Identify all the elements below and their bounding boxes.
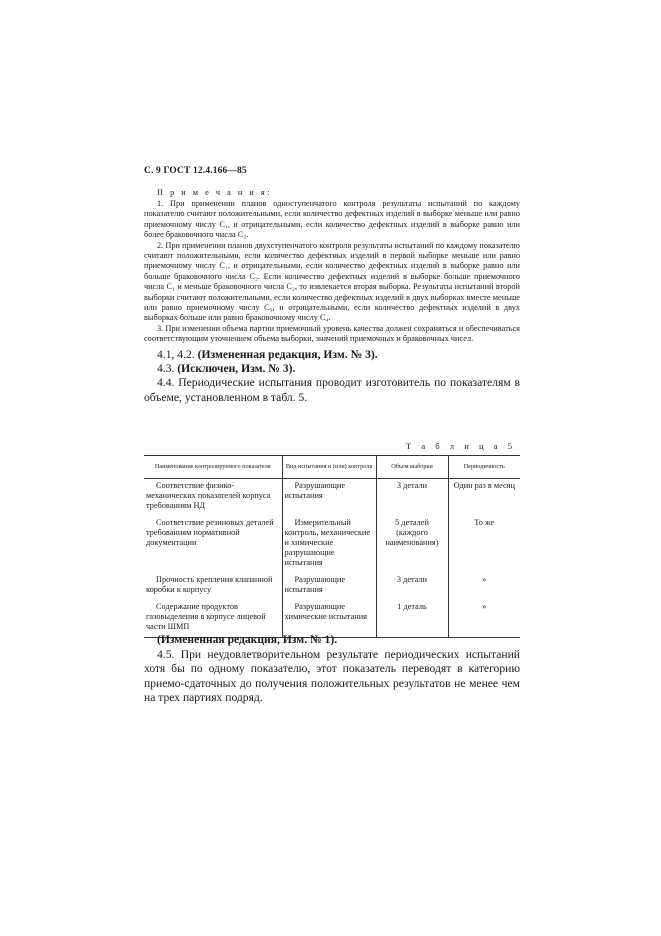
notes-block (144, 188, 520, 345)
cell-sample-size: 1 деталь (376, 600, 448, 638)
column-header-indicator: Наименование контролируемого показателя (144, 456, 282, 479)
paragraph-4-1 (144, 348, 520, 362)
cell-sample-size: 3 детали (376, 479, 448, 517)
clause-number: 4.1, 4.2. (157, 348, 195, 361)
column-header-sample-size: Объем выборки (376, 456, 448, 479)
table-row (144, 516, 520, 573)
cell-test-type: Разрушающие испытания (282, 573, 376, 600)
note-2: 2. При применении планов двухступенчатого контроля результаты испытаний по каждому показателю считают положительными, если количество дефектных изделий в первой выборке меньше или равно приемочному числу C₁, и отрицательными, если количество дефектных изделий в выборке равно или больше браковочного числа C₂. Если количество дефектных изделий в выборке больше приемочного числа C₁ и меньше браковочного числа C₂, то извлекается вторая выборка. Результаты испытаний второй выборки считают положительными, если количество дефектных изделий в двух выборках вместе меньше или равно приемочному числу C₃, и отрицательными, если количество дефектных изделий в двух выборках больше или равно браковочному числу C₄. (144, 240, 520, 323)
cell-indicator: Соответствие физико-механических показателей корпуса требованиям НД (146, 481, 271, 510)
cell-frequency: То же (448, 516, 520, 573)
table-header-row (144, 456, 520, 479)
body-text (144, 348, 520, 405)
amendment-note: (Измененная редакция, Изм. № 1). (157, 633, 338, 646)
cell-frequency: » (448, 573, 520, 600)
cell-indicator: Прочность крепления клапанной коробки к корпусу (146, 575, 273, 594)
note-3: 3. При изменении объема партии приемочный уровень качества должен сохраняться и обеспечиваться соответствующим уточнением объема выборки, значений приемочных и браковочных чисел. (144, 323, 520, 344)
paragraph-4-4: 4.4. Периодические испытания проводит изготовитель по показателям в объеме, установленном в табл. 5. (144, 376, 520, 404)
cell-indicator: Соответствие резиновых деталей требованиям нормативной документации (146, 518, 274, 547)
notes-title: П р и м е ч а н и я: (157, 188, 273, 197)
cell-indicator: Содержание продуктов газовыделения в корпусе лицевой части ШМП (144, 600, 282, 638)
paragraph-4-3 (144, 362, 520, 376)
cell-frequency: » (448, 600, 520, 638)
cell-test-type: Измерительный контроль, механические и химические разрушающие испытания (282, 516, 376, 573)
cell-test-type: Разрушающие испытания (282, 479, 376, 517)
table-row (144, 600, 520, 638)
column-header-frequency: Периодичность (448, 456, 520, 479)
paragraph-4-5: 4.5. При неудовлетворительном результате периодических испытаний хотя бы по одному показателю, этот показатель переводят в категорию приемо-сдаточных до получения положительных результатов не менее чем на трех партиях подряд. (144, 648, 520, 704)
table-caption: Т а б л и ц а 5 (405, 441, 516, 451)
cell-test-type: Разрушающие химические испытания (282, 600, 376, 638)
clause-number: 4.3. (157, 362, 175, 376)
cell-sample-size: 3 детали (376, 573, 448, 600)
cell-sample-size: 5 деталей (каждого наименования) (376, 516, 448, 573)
table-row (144, 479, 520, 517)
page-header: С. 9 ГОСТ 12.4.166—85 (144, 166, 247, 176)
excluded-note: (Исключен, Изм. № 3). (177, 362, 296, 376)
column-header-test-type: Вид испытания и (или) контроля (282, 456, 376, 479)
amendment-note: (Измененная редакция, Изм. № 3). (197, 348, 378, 361)
cell-frequency: Один раз в месяц (448, 479, 520, 517)
table-row (144, 573, 520, 600)
table-5 (144, 455, 520, 638)
after-table-text (144, 633, 520, 705)
note-1: 1. При применении планов одноступенчатого контроля результаты испытаний по каждому показателю считают положительными, если количество дефектных изделий в выборке меньше или равно приемочному числу C₁, и отрицательными, если количество дефектных изделий в выборке равно или более браковочного числа C₂. (144, 198, 520, 240)
